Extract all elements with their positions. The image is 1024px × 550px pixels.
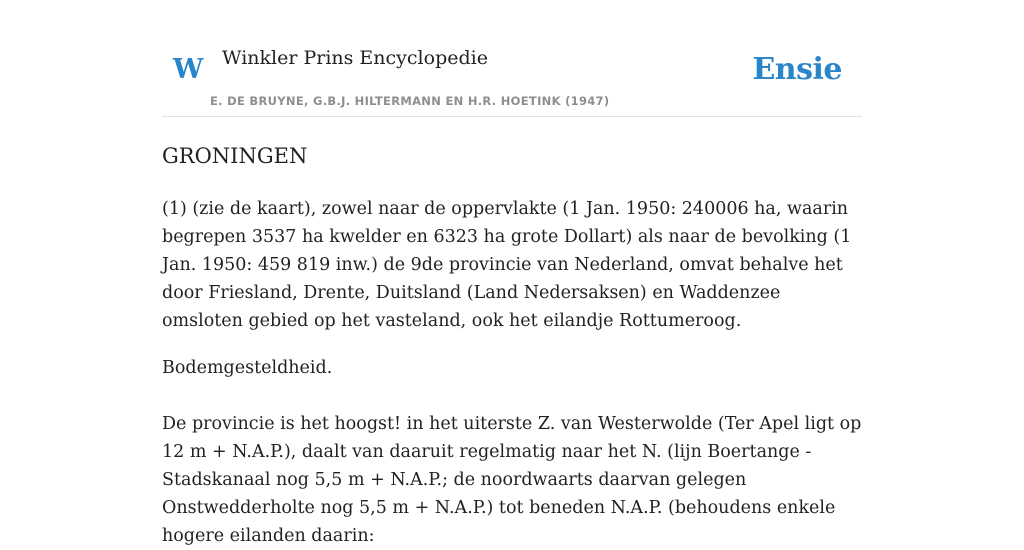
entry-title: GRONINGEN [162, 144, 308, 168]
authors-line: E. DE BRUYNE, G.B.J. HILTERMANN EN H.R. HOETINK (1947) [210, 94, 610, 108]
content-container [162, 0, 862, 550]
ensie-brand-logo[interactable]: Ensie [752, 52, 842, 87]
section-heading: Bodemgesteldheid. [162, 358, 333, 378]
site-title[interactable]: Winkler Prins Encyclopedie [222, 47, 488, 69]
article-paragraph: De provincie is het hoogst! in het uiterste Z. van Westerwolde (Ter Apel ligt op 12 m + N.A.P.), daalt van daaruit regelmatig naar het N. (lijn Boertange - Stadskanaal nog 5,5 m + N.A.P.; de noordwaarts daarvan gelegen Onstwedderholte nog 5,5 m + N.A.P.) tot beneden N.A.P. (behoudens enkele hogere eilanden daarin: [162, 414, 862, 546]
winkler-prins-logo[interactable]: W [173, 54, 204, 85]
article [162, 139, 862, 550]
article-paragraph: (1) (zie de kaart), zowel naar de oppervlakte (1 Jan. 1950: 240006 ha, waarin begrepen 3537 ha kwelder en 6323 ha grote Dollart) als naar de bevolking (1 Jan. 1950: 459 819 inw.) de 9de provincie van Nederland, omvat behalve het door Friesland, Drente, Duitsland (Land Nedersaksen) en Waddenzee omsloten gebied op het vasteland, ook het eilandje Rottumeroog. [162, 199, 852, 331]
site-header [162, 0, 862, 117]
